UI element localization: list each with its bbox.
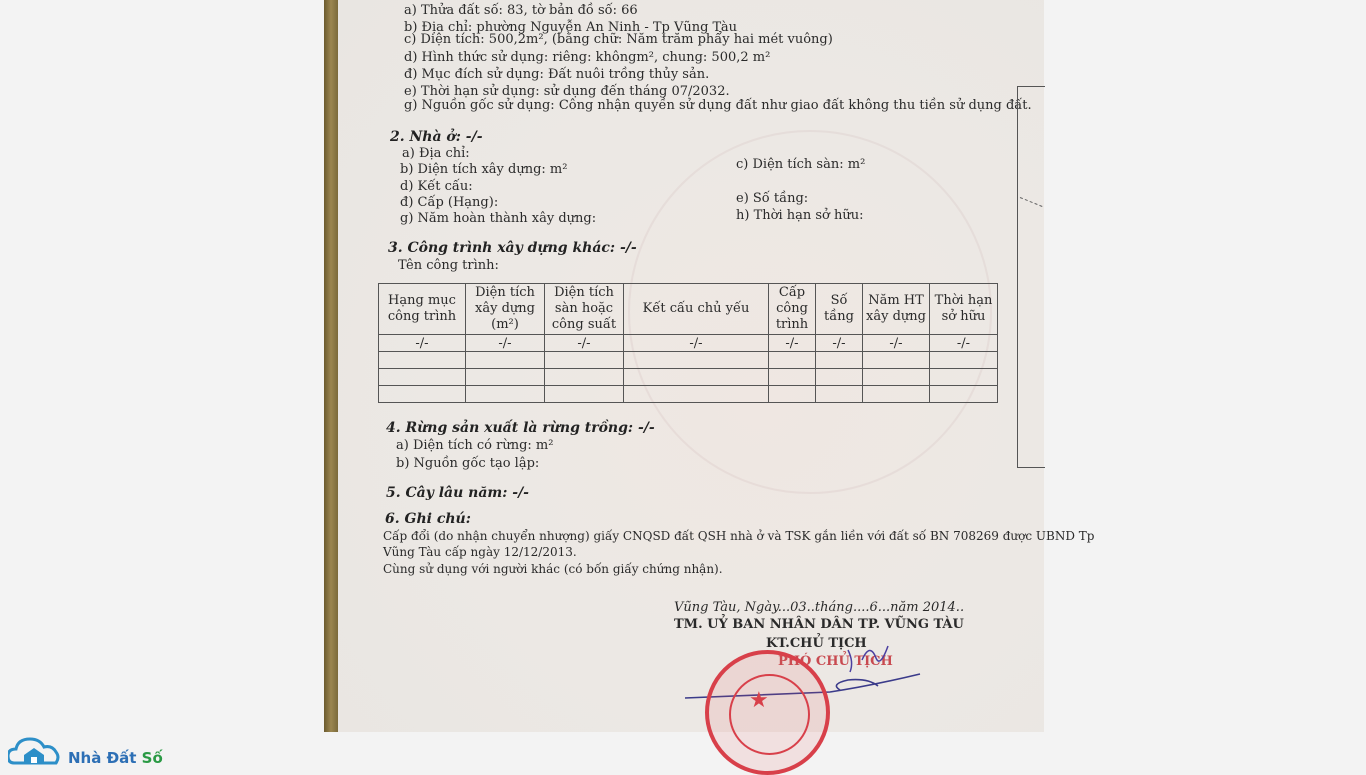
table-row	[379, 386, 998, 403]
forest-area: a) Diện tích có rừng: m²	[396, 438, 554, 453]
house-floors: e) Số tầng:	[736, 191, 809, 206]
binding-spine	[324, 0, 338, 732]
notes-line-1: Cấp đổi (do nhận chuyển nhượng) giấy CNQSD đất QSH nhà ở và TSK gắn liền với đất số BN 708269 được UBND Tp	[383, 529, 1095, 543]
col-year: Năm HT xây dựng	[863, 284, 930, 335]
other-works-heading: 3. Công trình xây dựng khác: -/-	[388, 240, 637, 256]
house-ownership-term: h) Thời hạn sở hữu:	[736, 208, 864, 223]
seal-star-icon: ★	[749, 688, 769, 713]
forest-origin: b) Nguồn gốc tạo lập:	[396, 456, 540, 471]
notes-line-3: Cùng sử dụng với người khác (có bốn giấy chứng nhận).	[383, 562, 723, 576]
col-build-area: Diện tích xây dựng (m²)	[466, 284, 545, 335]
official-seal	[705, 650, 830, 775]
usage-form-line: d) Hình thức sử dụng: riêng: khôngm², chung: 500,2 m²	[404, 50, 771, 65]
table-header-row	[379, 284, 998, 335]
seal-inner-ring	[729, 674, 810, 755]
table-cell: -/-	[545, 335, 624, 352]
diagram-boundary-line	[1020, 197, 1043, 207]
table-row	[379, 335, 998, 352]
table-row	[379, 369, 998, 386]
signing-date: Vũng Tàu, Ngày...03..tháng....6...năm 2014..	[674, 600, 965, 615]
table-cell: -/-	[379, 335, 466, 352]
house-address: a) Địa chỉ:	[402, 146, 470, 161]
issuing-authority: TM. UỶ BAN NHÂN DÂN TP. VŨNG TÀU	[674, 617, 964, 632]
house-heading: 2. Nhà ở: -/-	[390, 129, 483, 145]
house-completion-year: g) Năm hoàn thành xây dựng:	[400, 211, 597, 226]
col-floors: Số tầng	[816, 284, 863, 335]
forest-heading: 4. Rừng sản xuất là rừng trồng: -/-	[386, 420, 655, 436]
land-address-line: b) Địa chỉ: phường Nguyễn An Ninh - Tp Vũng Tàu	[404, 20, 737, 35]
signer-subtitle: PHÓ CHỦ TỊCH	[778, 654, 893, 669]
table-cell: -/-	[769, 335, 816, 352]
notes-line-2: Vũng Tàu cấp ngày 12/12/2013.	[383, 545, 577, 559]
table-cell: -/-	[930, 335, 998, 352]
works-table	[378, 283, 998, 403]
usage-term-line: e) Thời hạn sử dụng: sử dụng đến tháng 07/2032.	[404, 84, 730, 99]
usage-purpose-line: đ) Mục đích sử dụng: Đất nuôi trồng thủy sản.	[404, 67, 710, 82]
signer-title: KT.CHỦ TỊCH	[766, 636, 867, 651]
house-structure: d) Kết cấu:	[400, 179, 473, 194]
col-structure: Kết cấu chủ yếu	[624, 284, 769, 335]
house-floor-area: c) Diện tích sàn: m²	[736, 157, 866, 172]
table-cell: -/-	[863, 335, 930, 352]
notes-heading: 6. Ghi chú:	[385, 511, 471, 527]
table-row	[379, 352, 998, 369]
table-cell: -/-	[624, 335, 769, 352]
col-term: Thời hạn sở hữu	[930, 284, 998, 335]
land-area-line: c) Diện tích: 500,2m², (bằng chữ: Năm trăm phẩy hai mét vuông)	[404, 32, 833, 47]
col-floor-area: Diện tích sàn hoặc công suất	[545, 284, 624, 335]
parcel-diagram-fragment	[1017, 86, 1045, 468]
land-parcel-line: a) Thửa đất số: 83, tờ bản đồ số: 66	[404, 3, 638, 18]
perennial-trees-heading: 5. Cây lâu năm: -/-	[386, 485, 529, 501]
usage-origin-line: g) Nguồn gốc sử dụng: Công nhận quyền sử dụng đất như giao đất không thu tiền sử dụng đất.	[404, 98, 1032, 113]
house-grade: đ) Cấp (Hạng):	[400, 195, 499, 210]
brand-watermark: Nhà Đất Số	[68, 749, 163, 767]
col-item: Hạng mục công trình	[379, 284, 466, 335]
table-cell: -/-	[816, 335, 863, 352]
table-cell: -/-	[466, 335, 545, 352]
house-build-area: b) Diện tích xây dựng: m²	[400, 162, 568, 177]
works-name-label: Tên công trình:	[398, 258, 499, 273]
col-grade: Cấp công trình	[769, 284, 816, 335]
